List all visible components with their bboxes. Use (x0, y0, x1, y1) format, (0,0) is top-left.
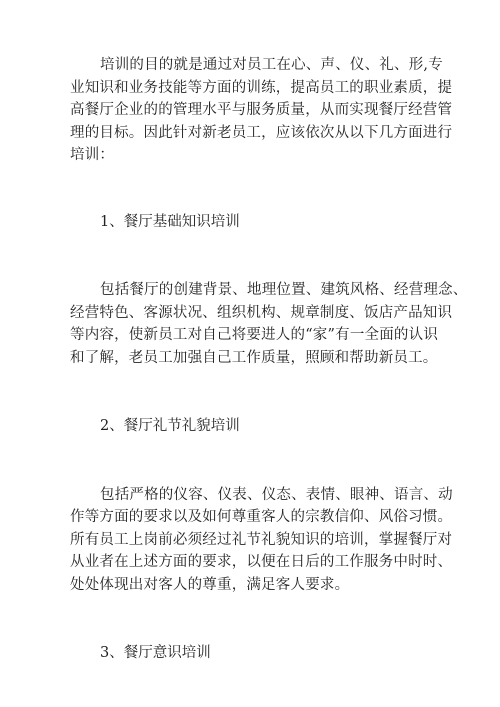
intro-paragraph (70, 54, 453, 167)
intro-line: 培训： (70, 147, 115, 163)
section-1-line: 和了解，老员工加强自己工作质量，照顾和帮助新员工。 (70, 349, 438, 366)
section-1-paragraph (70, 279, 468, 369)
section-2-line: 从业者在上述方面的要求，以便在日后的工作服务中时时、 (70, 554, 453, 570)
intro-line: 业知识和业务技能等方面的训练，提高员工的职业素质，提 (70, 79, 453, 96)
section-2-line: 作等方面的要求以及如何尊重客人的宗教信仰、风俗习惯。 (70, 509, 453, 525)
section-heading-2: 2、餐厅礼节礼貌培训 (100, 418, 240, 434)
section-heading-3: 3、餐厅意识培训 (100, 645, 211, 661)
section-2-line: 处处体现出对客人的尊重，满足客人要求。 (70, 576, 350, 593)
section-1-line: 等内容，使新员工对自己将要进人的“家”有一全面的认识 (70, 327, 439, 343)
section-2-line: 所有员工上岗前必须经过礼节礼貌知识的培训，掌握餐厅对 (70, 531, 453, 548)
intro-line: 高餐厅企业的的管理水平与服务质量，从而实现餐厅经营管 (70, 102, 453, 118)
section-1-line: 包括餐厅的创建背景、地理位置、建筑风格、经营理念、 (100, 282, 468, 298)
intro-line: 理的目标。因此针对新老员工，应该依次从以下几方面进行 (70, 124, 453, 141)
section-heading-1: 1、餐厅基础知识培训 (100, 213, 240, 230)
section-2-line: 包括严格的仪容、仪表、仪态、表情、眼神、语言、动 (100, 486, 453, 503)
section-1-line: 经营特色、客源状况、组织机构、规章制度、饭店产品知识 (70, 304, 453, 321)
document-page (70, 54, 468, 665)
intro-line: 培训的目的就是通过对员工在心、声、仪、礼、形,专 (100, 57, 443, 73)
section-2-paragraph (70, 484, 453, 597)
